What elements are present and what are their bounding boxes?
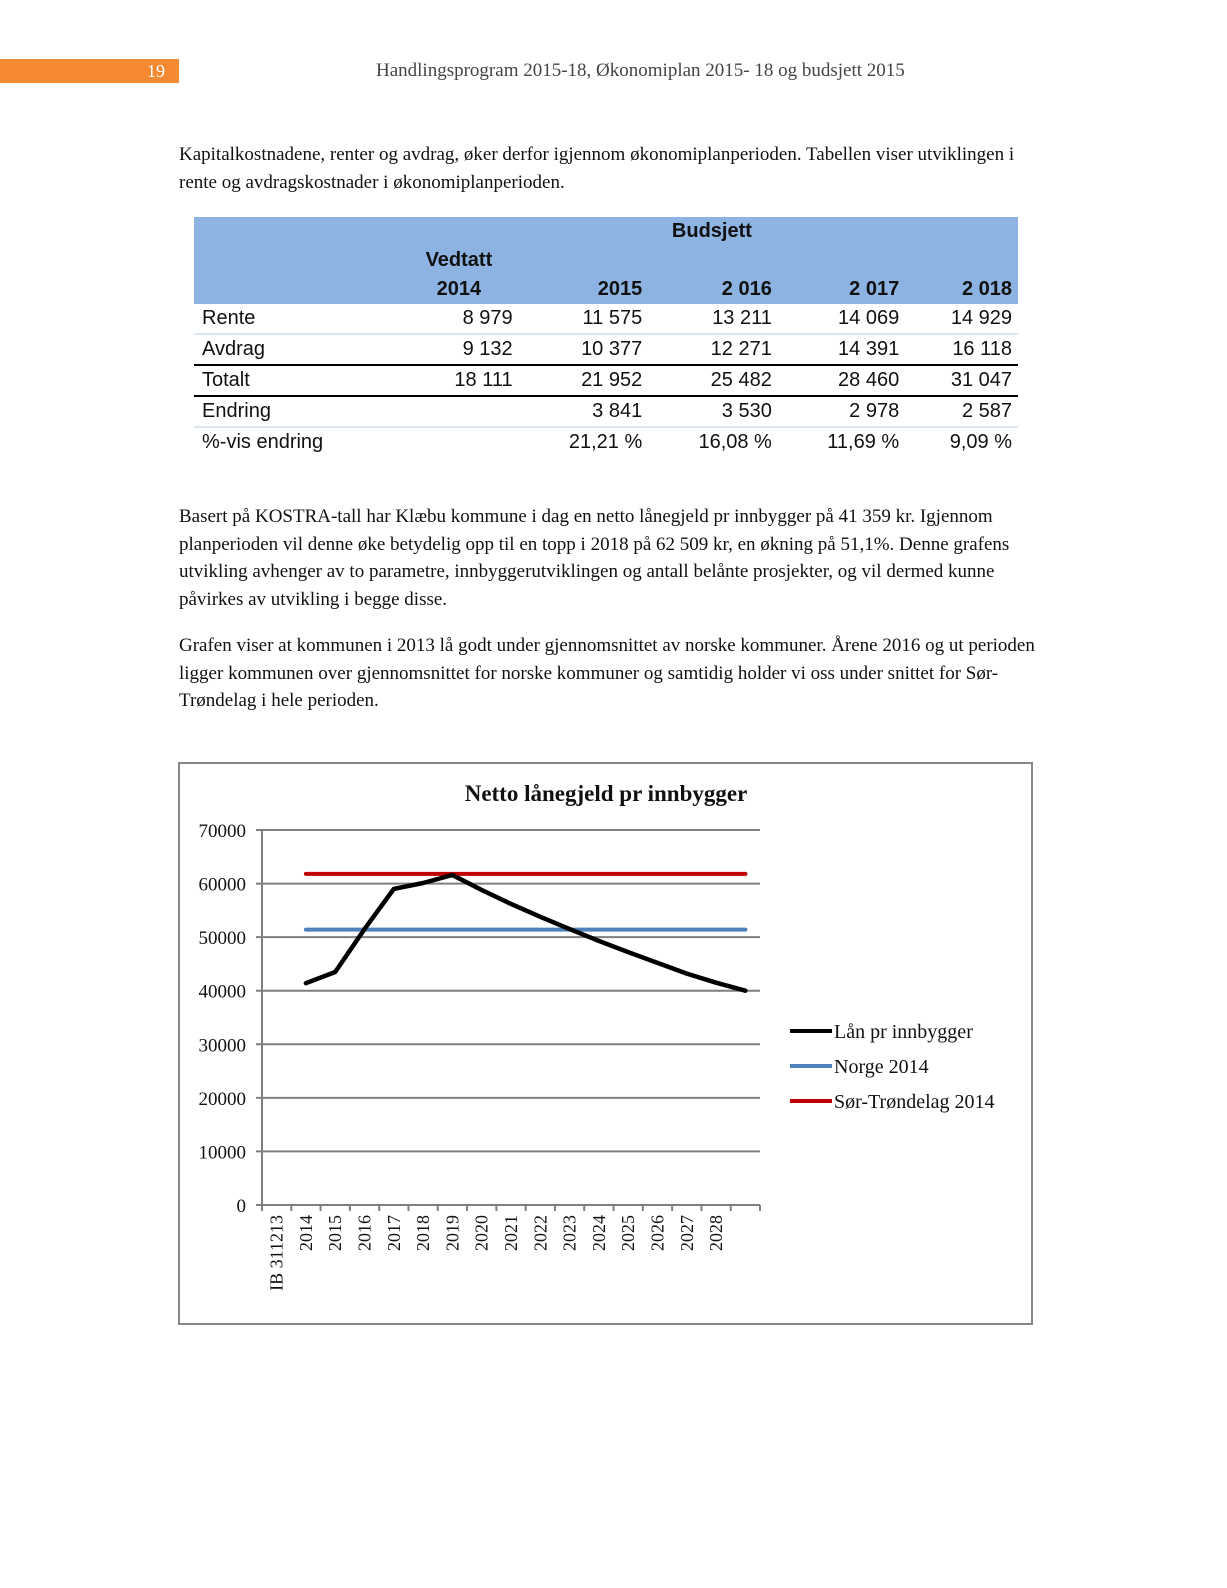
table-row-endring: Endring 3 841 3 530 2 978 2 587 — [194, 396, 1018, 427]
y-tick-label: 50000 — [198, 928, 246, 950]
x-tick-label: 2016 — [354, 1215, 375, 1251]
page-number: 19 — [0, 59, 179, 83]
x-tick-label: 2025 — [618, 1215, 639, 1251]
intro-paragraph: Kapitalkostnadene, renter og avdrag, øker derfor igjennom økonomiplanperioden. Tabellen viser utviklingen i rente og avdragskostnader i økonomiplanperioden. — [179, 144, 1015, 193]
legend-label: Lån pr innbygger — [834, 1021, 973, 1043]
x-tick-label: 2028 — [706, 1215, 727, 1251]
x-tick-label: IB 311213 — [266, 1215, 287, 1291]
y-tick-label: 30000 — [198, 1035, 246, 1057]
x-tick-label: 2019 — [442, 1215, 463, 1251]
chart-title: Netto lånegjeld pr innbygger — [464, 781, 748, 806]
vedtatt-header: Vedtatt — [399, 246, 518, 275]
x-tick-label: 2014 — [295, 1215, 316, 1251]
y-tick-label: 20000 — [198, 1088, 246, 1110]
x-tick-label: 2026 — [647, 1215, 668, 1251]
col-header: 2 016 — [648, 275, 778, 304]
legend-label: Norge 2014 — [834, 1056, 929, 1078]
col-header: 2015 — [519, 275, 649, 304]
col-header: 2 018 — [905, 275, 1018, 304]
y-tick-label: 10000 — [198, 1142, 246, 1164]
y-tick-label: 70000 — [198, 821, 246, 842]
x-tick-label: 2015 — [325, 1215, 346, 1251]
table-row-percent-change: %-vis endring 21,21 % 16,08 % 11,69 % 9,09 % — [202, 431, 1012, 453]
debt-per-capita-chart — [178, 762, 1033, 1325]
x-tick-label: 2023 — [559, 1215, 580, 1251]
col-header: 2 017 — [778, 275, 905, 304]
series-line-0 — [306, 875, 746, 991]
x-tick-label: 2024 — [588, 1215, 609, 1251]
grafen-paragraph: Grafen viser at kommunen i 2013 lå godt under gjennomsnittet av norske kommuner. Årene 2016 og ut perioden ligger kommunen over gjennomsnittet for norske kommuner og samtidig holder vi oss under snittet for Sør-Trøndelag i hele perioden. — [179, 635, 1035, 711]
table-row-rente: Rente 8 979 11 575 13 211 14 069 14 929 — [194, 304, 1018, 334]
x-tick-label: 2021 — [501, 1215, 521, 1251]
table-row-avdrag: Avdrag 9 132 10 377 12 271 14 391 16 118 — [194, 334, 1018, 365]
x-tick-label: 2018 — [413, 1215, 434, 1251]
x-tick-label: 2020 — [471, 1215, 492, 1251]
col-header: 2014 — [399, 275, 518, 304]
capital-cost-table — [194, 217, 1018, 457]
y-tick-label: 60000 — [198, 874, 246, 896]
line-chart — [178, 762, 1033, 1325]
budsjett-header: Budsjett — [519, 217, 906, 246]
y-tick-label: 40000 — [198, 981, 246, 1003]
y-tick-label: 0 — [236, 1196, 246, 1217]
x-tick-label: 2017 — [383, 1215, 404, 1251]
legend-label: Sør-Trøndelag 2014 — [834, 1091, 995, 1113]
kostra-paragraph: Basert på KOSTRA-tall har Klæbu kommune i dag en netto lånegjeld pr innbygger på 41 359 kr. Igjennom planperioden vil denne øke betydelig opp til en topp i 2018 på 62 509 kr, en økning på 51,1%. Denne grafens utvikling avhenger av to parametre, innbyggerutviklingen og antall belånte prosjekter, og vil dermed kunne påvirkes av utvikling i begge disse. — [179, 506, 1010, 610]
running-header-title: Handlingsprogram 2015-18, Økonomiplan 2015- 18 og budsjett 2015 — [376, 60, 905, 81]
table-row-totalt: Totalt 18 111 21 952 25 482 28 460 31 047 — [194, 365, 1018, 396]
x-tick-label: 2022 — [530, 1215, 551, 1251]
x-tick-label: 2027 — [676, 1215, 697, 1251]
